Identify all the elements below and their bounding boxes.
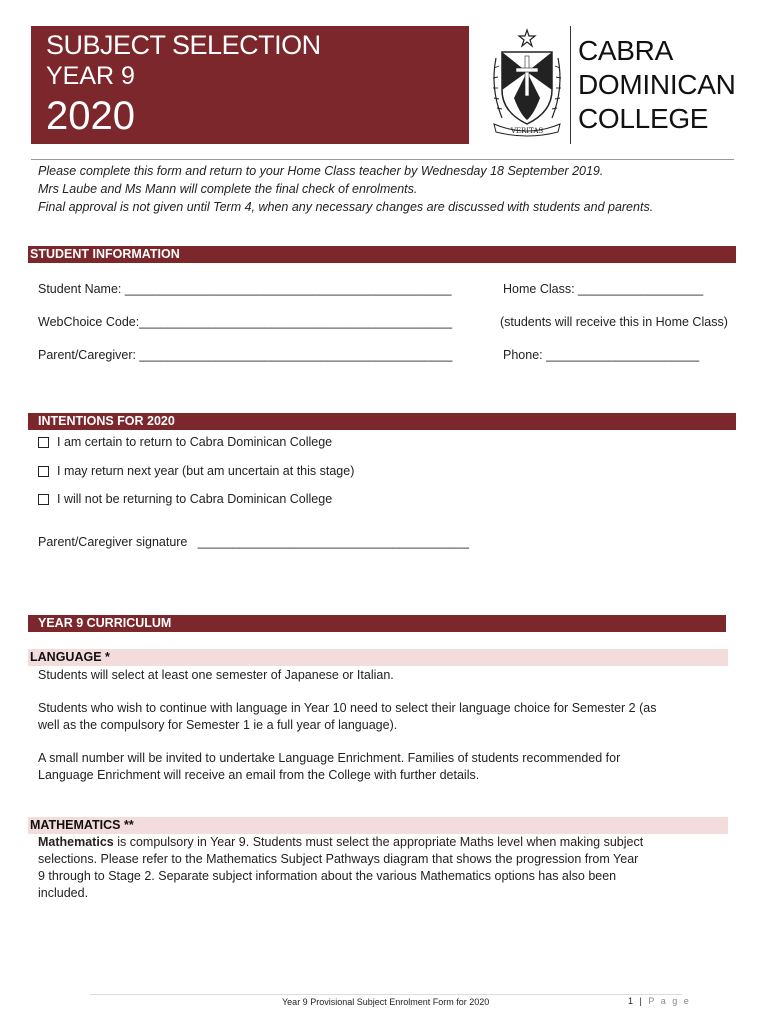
page-separator: | bbox=[639, 996, 644, 1006]
footer-text: Year 9 Provisional Subject Enrolment Form for 2020 bbox=[282, 997, 490, 1007]
college-crest-icon bbox=[488, 28, 566, 138]
title-year: 2020 bbox=[46, 94, 135, 138]
title-line1: SUBJECT SELECTION bbox=[46, 30, 321, 60]
intention-option[interactable] bbox=[38, 435, 332, 449]
intro-line: Please complete this form and return to your Home Class teacher by Wednesday 18 September 2019. bbox=[38, 164, 604, 178]
signature-field[interactable]: Parent/Caregiver signature _______________________________________ bbox=[38, 535, 469, 549]
curriculum-heading: YEAR 9 CURRICULUM bbox=[28, 615, 726, 632]
mathematics-bold: Mathematics bbox=[38, 835, 114, 849]
title-banner bbox=[31, 26, 469, 144]
intention-option[interactable] bbox=[38, 464, 354, 478]
crest-motto: VERITAS bbox=[510, 127, 544, 135]
paragraph-line: Students will select at least one semester of Japanese or Italian. bbox=[38, 668, 394, 682]
phone-field[interactable]: Phone: ______________________ bbox=[503, 348, 700, 362]
footer-rule bbox=[90, 994, 682, 995]
intention-option-label: I am certain to return to Cabra Dominican College bbox=[57, 435, 333, 449]
intention-option-label: I will not be returning to Cabra Dominican College bbox=[57, 492, 333, 506]
intentions-heading: INTENTIONS FOR 2020 bbox=[28, 413, 736, 430]
intention-option-label: I may return next year (but am uncertain at this stage) bbox=[57, 464, 355, 478]
header-divider bbox=[570, 26, 571, 144]
paragraph-line: well as the compulsory for Semester 1 ie a full year of language). bbox=[38, 718, 398, 732]
paragraph-line: A small number will be invited to undertake Language Enrichment. Families of students recommended for bbox=[38, 751, 621, 765]
page-label: P a g e bbox=[648, 996, 691, 1006]
student-name-field[interactable]: Student Name: _______________________________________________ bbox=[38, 282, 452, 296]
webchoice-note: (students will receive this in Home Class) bbox=[500, 315, 728, 329]
page-number bbox=[628, 996, 691, 1006]
paragraph-line: Students who wish to continue with language in Year 10 need to select their language choice for Semester 2 (as bbox=[38, 701, 657, 715]
intro-line: Final approval is not given until Term 4, when any necessary changes are discussed with students and parents. bbox=[38, 200, 654, 214]
home-class-field[interactable]: Home Class: __________________ bbox=[503, 282, 704, 296]
mathematics-heading: MATHEMATICS ** bbox=[28, 817, 728, 834]
checkbox[interactable] bbox=[38, 437, 49, 448]
webchoice-code-field[interactable]: WebChoice Code:_____________________________________________ bbox=[38, 315, 453, 329]
college-name: CABRA DOMINICAN COLLEGE bbox=[578, 35, 736, 134]
language-section bbox=[38, 667, 728, 784]
intention-option[interactable] bbox=[38, 492, 332, 506]
student-info-heading: STUDENT INFORMATION bbox=[28, 246, 736, 263]
page-number-value: 1 bbox=[628, 996, 636, 1006]
mathematics-section bbox=[38, 834, 728, 902]
paragraph-line: Language Enrichment will receive an email from the College with further details. bbox=[38, 768, 480, 782]
checkbox[interactable] bbox=[38, 466, 49, 477]
parent-caregiver-field[interactable]: Parent/Caregiver: _____________________________________________ bbox=[38, 348, 453, 362]
paragraph-line: 9 through to Stage 2. Separate subject information about the various Mathematics options has also been bbox=[38, 869, 617, 883]
language-heading: LANGUAGE * bbox=[28, 649, 728, 666]
paragraph-line: is compulsory in Year 9. Students must select the appropriate Maths level when making subject bbox=[113, 835, 644, 849]
checkbox[interactable] bbox=[38, 494, 49, 505]
paragraph-line: included. bbox=[38, 886, 89, 900]
intro-line: Mrs Laube and Ms Mann will complete the final check of enrolments. bbox=[38, 182, 418, 196]
title-line2: YEAR 9 bbox=[46, 62, 135, 90]
header-rule bbox=[31, 159, 734, 160]
paragraph-line: selections. Please refer to the Mathematics Subject Pathways diagram that shows the progression from Year bbox=[38, 852, 639, 866]
intro-text bbox=[38, 162, 738, 216]
